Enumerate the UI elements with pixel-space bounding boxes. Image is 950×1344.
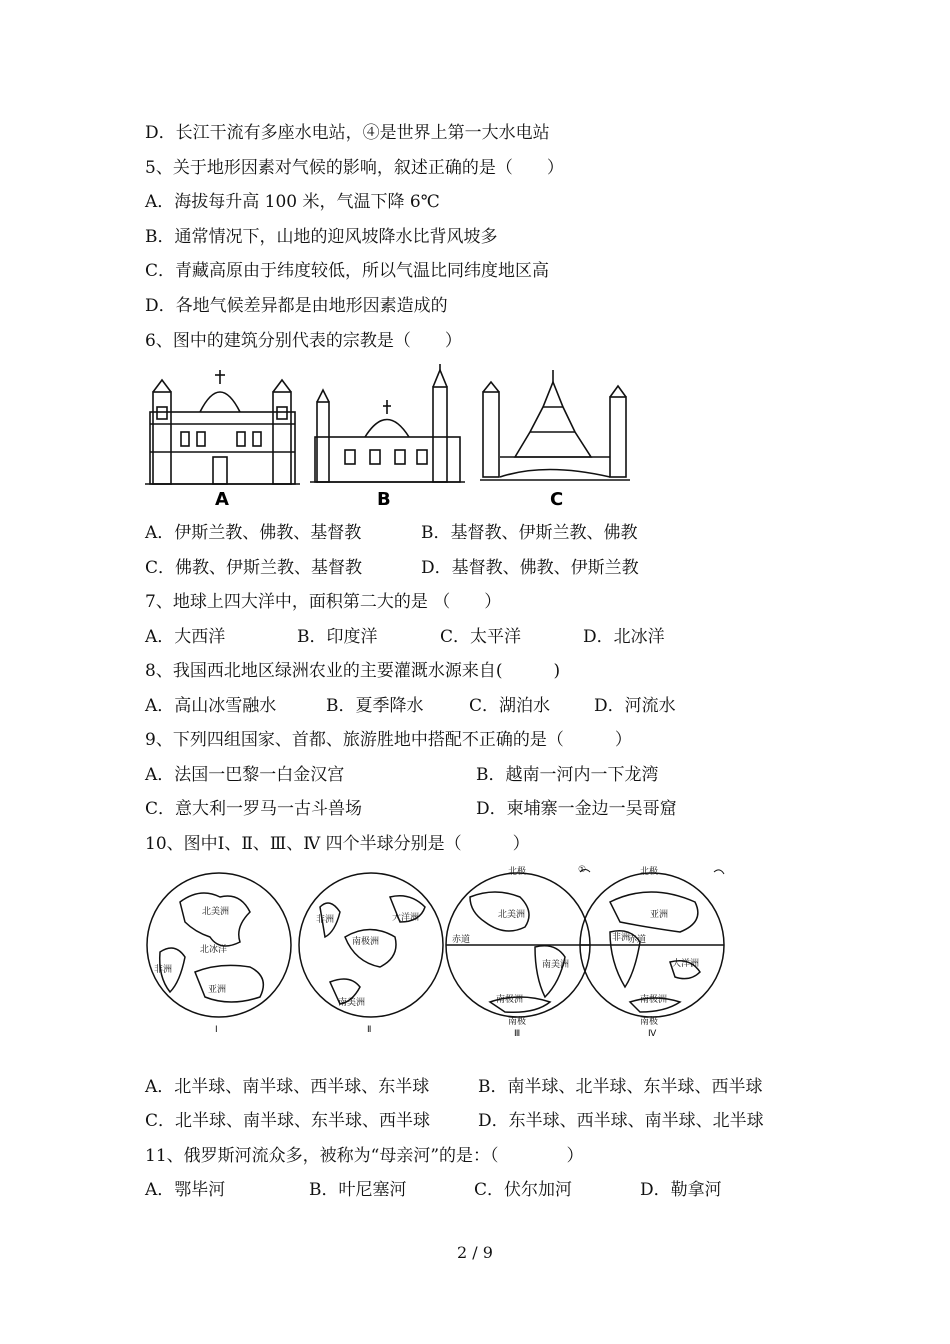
q9-option-c: C．意大利一罗马一古斗兽场 <box>145 799 363 819</box>
q8-option-a: A．高山冰雪融水 <box>145 696 277 716</box>
church-building <box>145 370 300 484</box>
q11-option-b: B．叶尼塞河 <box>309 1180 407 1200</box>
g1-numeral: Ⅰ <box>215 1025 218 1035</box>
q10-option-b: B．南半球、北半球、东半球、西半球 <box>478 1077 763 1097</box>
g4-numeral: Ⅳ <box>648 1029 657 1039</box>
g4-north-pole: 北极 <box>640 867 659 877</box>
g2-antarctica: 南极洲 <box>352 937 380 947</box>
g1-asia: 亚洲 <box>208 985 227 995</box>
q7-option-a: A．大西洋 <box>145 627 226 647</box>
q5-option-b: B．通常情况下，山地的迎风坡降水比背风坡多 <box>145 227 498 247</box>
q5-option-a: A．海拔每升高 100 米，气温下降 6℃ <box>145 192 440 212</box>
q10-option-c: C．北半球、南半球、东半球、西半球 <box>145 1111 431 1131</box>
figure-label-a: A <box>215 489 229 510</box>
q6-option-b: B．基督教、伊斯兰教、佛教 <box>421 523 638 543</box>
q8-option-c: C．湖泊水 <box>469 696 551 716</box>
g3-equator: 赤道 <box>452 935 471 945</box>
religious-buildings-figure <box>145 362 640 512</box>
page-number: 2 / 9 <box>457 1243 493 1262</box>
q7-stem: 7、地球上四大洋中，面积第二大的是 （ ） <box>145 592 502 612</box>
g3-south-america: 南美洲 <box>542 960 570 970</box>
g3-north-america: 北美洲 <box>498 910 526 920</box>
q6-option-a: A．伊斯兰教、佛教、基督教 <box>145 523 362 543</box>
g2-south-america: 南美洲 <box>338 998 366 1008</box>
g4-equator: 赤道 <box>628 935 647 945</box>
q8-option-d: D．河流水 <box>594 696 676 716</box>
q7-option-d: D．北冰洋 <box>583 627 665 647</box>
q8-stem: 8、我国西北地区绿洲农业的主要灌溉水源来自( ) <box>145 661 561 681</box>
meridian-marker: ① <box>578 865 587 875</box>
g1-arctic-ocean: 北冰洋 <box>200 945 228 955</box>
q7-option-b: B．印度洋 <box>297 627 378 647</box>
g3-antarctica: 南极洲 <box>496 995 524 1005</box>
q5-option-c: C．青藏高原由于纬度较低，所以气温比同纬度地区高 <box>145 261 550 281</box>
q8-option-b: B．夏季降水 <box>326 696 424 716</box>
mosque-building <box>310 364 465 482</box>
q10-stem: 10、图中Ⅰ、Ⅱ、Ⅲ、Ⅳ 四个半球分别是（ ） <box>145 834 530 854</box>
q9-stem: 9、下列四组国家、首都、旅游胜地中搭配不正确的是（ ） <box>145 730 632 750</box>
q6-option-d: D．基督教、佛教、伊斯兰教 <box>421 558 639 578</box>
q10-option-d: D．东半球、西半球、南半球、北半球 <box>478 1111 764 1131</box>
q11-stem: 11、俄罗斯河流众多，被称为“母亲河”的是：（ ） <box>145 1146 584 1166</box>
q6-option-c: C．佛教、伊斯兰教、基督教 <box>145 558 363 578</box>
g1-north-america: 北美洲 <box>202 907 230 917</box>
q11-option-c: C．伏尔加河 <box>474 1180 573 1200</box>
q6-stem: 6、图中的建筑分别代表的宗教是（ ） <box>145 331 462 351</box>
pagoda-building <box>480 370 630 480</box>
figure-label-b: B <box>377 489 391 510</box>
g2-numeral: Ⅱ <box>367 1025 372 1035</box>
g3-south-pole: 南极 <box>508 1017 527 1027</box>
g3-north-pole: 北极 <box>508 867 527 877</box>
hemispheres-figure <box>140 862 730 1042</box>
q5-option-d: D．各地气候差异都是由地形因素造成的 <box>145 296 448 316</box>
g4-africa: 非洲 <box>612 933 631 943</box>
g3-numeral: Ⅲ <box>514 1029 521 1039</box>
q9-option-b: B．越南一河内一下龙湾 <box>476 765 659 785</box>
q7-option-c: C．太平洋 <box>440 627 522 647</box>
g1-africa: 非洲 <box>154 965 173 975</box>
q10-option-a: A．北半球、南半球、西半球、东半球 <box>145 1077 430 1097</box>
g4-south-pole: 南极 <box>640 1017 659 1027</box>
q9-option-d: D．柬埔寨一金边一吴哥窟 <box>476 799 677 819</box>
g4-asia: 亚洲 <box>650 910 669 920</box>
q11-option-a: A．鄂毕河 <box>145 1180 226 1200</box>
q4-option-d: D．长江干流有多座水电站，④是世界上第一大水电站 <box>145 123 550 143</box>
q11-option-d: D．勒拿河 <box>640 1180 722 1200</box>
g2-africa: 非洲 <box>316 915 335 925</box>
figure-label-c: C <box>550 489 564 510</box>
g4-oceania: 大洋洲 <box>672 959 700 969</box>
q5-stem: 5、关于地形因素对气候的影响，叙述正确的是（ ） <box>145 158 564 178</box>
q9-option-a: A．法国一巴黎一白金汉宫 <box>145 765 345 785</box>
g2-oceania: 大洋洲 <box>392 913 420 923</box>
g4-antarctica: 南极洲 <box>640 995 668 1005</box>
